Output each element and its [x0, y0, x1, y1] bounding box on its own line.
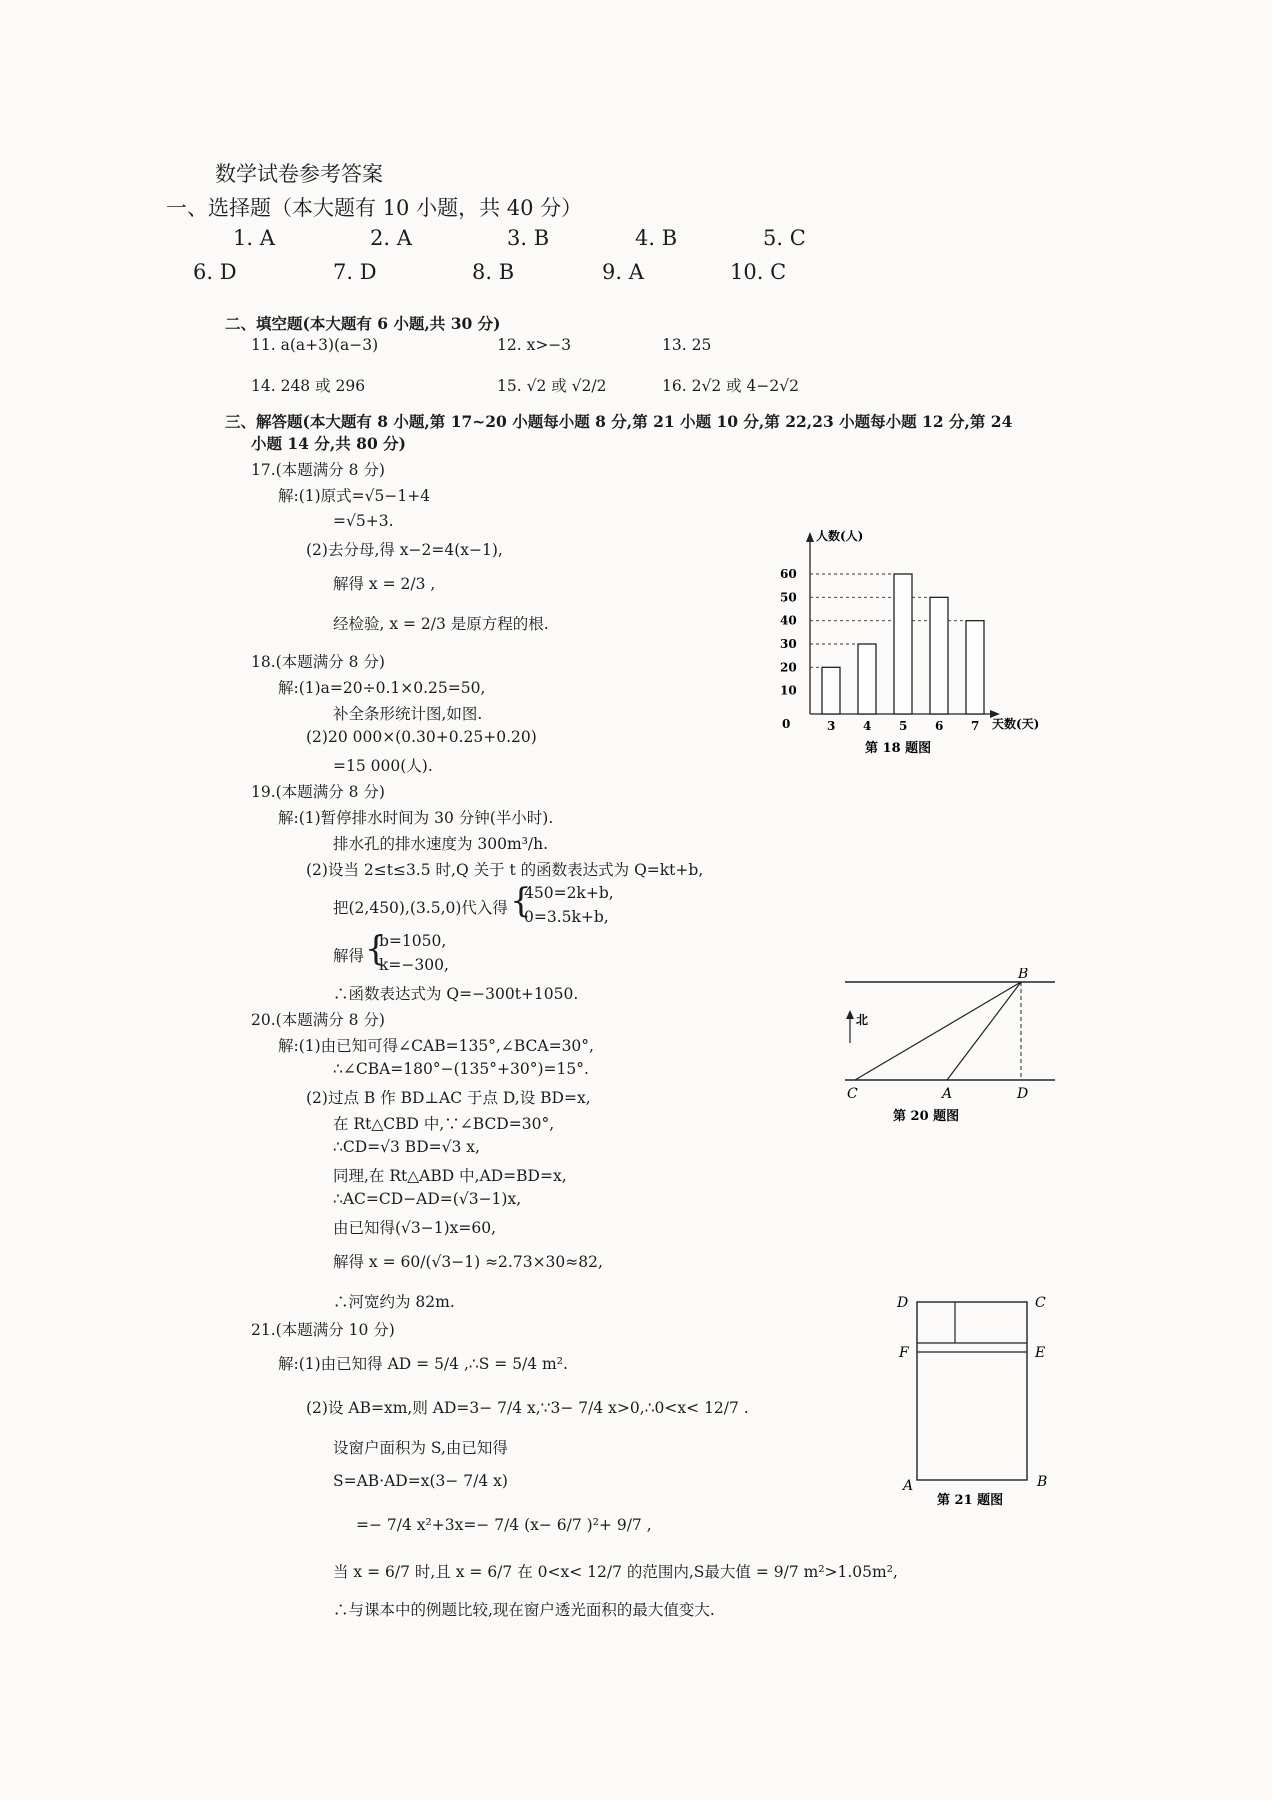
- point-label: F: [899, 1345, 909, 1361]
- q17-line: 经检验, x = 2/3 是原方程的根.: [333, 615, 549, 633]
- brace-icon: {: [365, 929, 387, 969]
- y-tick-label: 30: [780, 637, 797, 651]
- mc-answer: 10. C: [730, 260, 787, 284]
- brace-icon: {: [510, 881, 532, 921]
- fig18-caption: 第 18 题图: [865, 741, 932, 756]
- q17-line: =√5+3.: [333, 512, 394, 530]
- segment-cb: [855, 982, 1021, 1080]
- section1-heading: 一、选择题（本大题有 10 小题，共 40 分）: [166, 196, 583, 220]
- mc-answer: 2. A: [370, 226, 412, 250]
- bar-day-4: [858, 644, 876, 714]
- q21-line: 解:(1)由已知得 AD = 5/4 ,∴S = 5/4 m².: [278, 1355, 568, 1373]
- point-label: D: [1017, 1086, 1029, 1102]
- q18-line: 解:(1)a=20÷0.1×0.25=50,: [278, 679, 486, 697]
- mc-answer: 7. D: [333, 260, 377, 284]
- bar-day-6: [930, 597, 948, 714]
- fill-answer: 14. 248 或 296: [251, 377, 366, 395]
- q20-line: 在 Rt△CBD 中,∵∠BCD=30°,: [333, 1115, 555, 1133]
- y-tick-label: 40: [780, 613, 797, 628]
- q20-line: 解:(1)由已知可得∠CAB=135°,∠BCA=30°,: [278, 1037, 594, 1055]
- q18-line: 补全条形统计图,如图.: [333, 705, 483, 723]
- q21-line: 当 x = 6/7 时,且 x = 6/7 在 0<x< 12/7 的范围内,S最大值 = 9/7 m²>1.05m²,: [333, 1563, 898, 1581]
- q18-line: =15 000(人).: [333, 757, 433, 775]
- mc-answer: 6. D: [193, 260, 237, 284]
- q20-line: ∴CD=√3 BD=√3 x,: [333, 1138, 480, 1156]
- mc-answer: 4. B: [635, 226, 678, 250]
- y-tick-label: 10: [780, 683, 797, 698]
- north-label: 北: [856, 1013, 869, 1027]
- q18-title: 18.(本题满分 8 分): [251, 653, 385, 671]
- y-axis-arrow-icon: [806, 532, 814, 542]
- q18-line: (2)20 000×(0.30+0.25+0.20): [306, 728, 537, 746]
- point-label: C: [1035, 1295, 1046, 1311]
- bar-day-3: [822, 667, 840, 714]
- fill-answer: 13. 25: [662, 336, 712, 354]
- q20-line: ∴AC=CD−AD=(√3−1)x,: [333, 1190, 522, 1208]
- section2-heading: 二、填空题(本大题有 6 小题,共 30 分): [225, 314, 501, 333]
- fill-answer: 16. 2√2 或 4−2√2: [662, 377, 799, 395]
- q20-line: ∴河宽约为 82m.: [333, 1293, 455, 1311]
- q21-line: =− 7/4 x²+3x=− 7/4 (x− 6/7 )²+ 9/7 ,: [356, 1516, 652, 1534]
- q19-line: 解得: [333, 947, 365, 965]
- fig20-caption: 第 20 题图: [893, 1109, 960, 1124]
- y-axis-label: 人数(人): [816, 530, 864, 543]
- mc-answer: 9. A: [602, 260, 644, 284]
- fig18-bar-chart: [770, 530, 1060, 760]
- x-tick-label: 3: [827, 719, 836, 733]
- fill-answer: 15. √2 或 √2/2: [497, 377, 607, 395]
- q20-line: 同理,在 Rt△ABD 中,AD=BD=x,: [333, 1167, 567, 1185]
- y-tick-label: 50: [780, 590, 797, 605]
- x-tick-label: 6: [935, 719, 944, 733]
- q17-title: 17.(本题满分 8 分): [251, 461, 385, 479]
- q17-line: 解得 x = 2/3 ,: [333, 575, 436, 593]
- north-arrow-icon: [846, 1010, 854, 1019]
- q19-line: 450=2k+b,: [524, 884, 614, 902]
- point-label: A: [942, 1086, 953, 1102]
- q19-line: 解:(1)暂停排水时间为 30 分钟(半小时).: [278, 809, 554, 827]
- doc-title: 数学试卷参考答案: [215, 162, 383, 186]
- q21-line: 设窗户面积为 S,由已知得: [333, 1439, 508, 1457]
- q19-line: 排水孔的排水速度为 300m³/h.: [333, 835, 549, 853]
- q20-line: ∴∠CBA=180°−(135°+30°)=15°.: [333, 1060, 589, 1078]
- q21-line: (2)设 AB=xm,则 AD=3− 7/4 x,∵3− 7/4 x>0,∴0<x< 12/7 .: [306, 1399, 749, 1417]
- point-label: D: [897, 1295, 909, 1311]
- mc-answer: 3. B: [507, 226, 550, 250]
- point-label: E: [1035, 1345, 1046, 1361]
- fill-answer: 12. x>−3: [497, 336, 572, 354]
- fig20-diagram: [835, 968, 1065, 1128]
- mc-answer: 8. B: [472, 260, 515, 284]
- point-label: B: [1018, 968, 1029, 982]
- mc-answer: 5. C: [763, 226, 806, 250]
- window-frame: [917, 1302, 1027, 1480]
- fig21-caption: 第 21 题图: [937, 1493, 1004, 1508]
- q19-line: 把(2,450),(3.5,0)代入得: [333, 899, 508, 917]
- bar-day-5: [894, 574, 912, 714]
- q20-line: (2)过点 B 作 BD⊥AC 于点 D,设 BD=x,: [306, 1089, 591, 1107]
- q17-line: (2)去分母,得 x−2=4(x−1),: [306, 541, 503, 559]
- y-tick-label: 20: [780, 660, 797, 675]
- q21-line: S=AB·AD=x(3− 7/4 x): [333, 1472, 508, 1490]
- q20-title: 20.(本题满分 8 分): [251, 1011, 385, 1029]
- point-label: B: [1037, 1474, 1048, 1490]
- q19-line: k=−300,: [379, 956, 449, 974]
- fig21-diagram: [895, 1290, 1055, 1512]
- q21-title: 21.(本题满分 10 分): [251, 1321, 395, 1339]
- x-axis-label: 天数(天): [992, 717, 1040, 731]
- point-label: C: [847, 1086, 858, 1102]
- q19-line: (2)设当 2≤t≤3.5 时,Q 关于 t 的函数表达式为 Q=kt+b,: [306, 861, 704, 879]
- section3-heading: 三、解答题(本大题有 8 小题,第 17~20 小题每小题 8 分,第 21 小题 10 分,第 22,23 小题每小题 12 分,第 24: [225, 412, 1013, 431]
- q20-line: 由已知得(√3−1)x=60,: [333, 1219, 497, 1237]
- segment-ab: [947, 982, 1021, 1080]
- q19-title: 19.(本题满分 8 分): [251, 783, 385, 801]
- x-tick-label: 5: [899, 719, 908, 733]
- q17-line: 解:(1)原式=√5−1+4: [278, 487, 431, 505]
- y-tick-label: 0: [782, 717, 791, 731]
- x-tick-label: 4: [863, 719, 872, 733]
- q19-line: b=1050,: [379, 932, 447, 950]
- q19-line: ∴函数表达式为 Q=−300t+1050.: [333, 985, 579, 1003]
- q21-line: ∴与课本中的例题比较,现在窗户透光面积的最大值变大.: [333, 1601, 715, 1619]
- mc-answer: 1. A: [233, 226, 275, 250]
- fill-answer: 11. a(a+3)(a−3): [251, 336, 379, 354]
- section3-heading-cont: 小题 14 分,共 80 分): [251, 434, 406, 453]
- y-tick-label: 60: [780, 567, 797, 581]
- q19-line: 0=3.5k+b,: [524, 908, 609, 926]
- bar-day-7: [966, 621, 984, 714]
- q20-line: 解得 x = 60/(√3−1) ≈2.73×30≈82,: [333, 1253, 603, 1271]
- point-label: A: [903, 1478, 914, 1494]
- x-tick-label: 7: [971, 719, 980, 733]
